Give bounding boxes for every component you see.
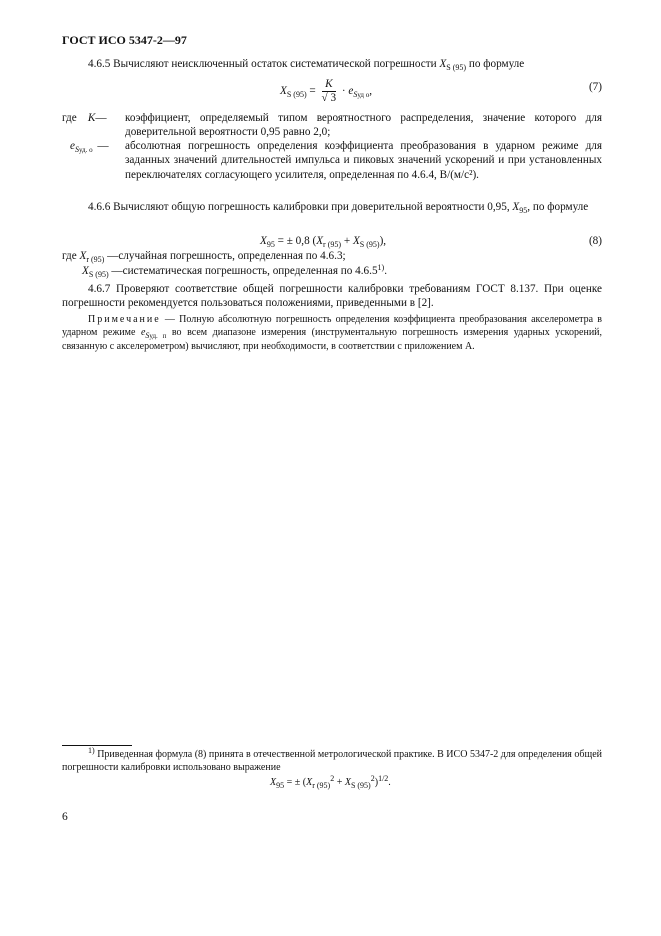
eq7-equals: = bbox=[309, 85, 316, 98]
eq8-x2-sub: S (95) bbox=[359, 240, 380, 249]
eq8-x1-sub: r (95) bbox=[323, 240, 342, 249]
eq8-number: (8) bbox=[588, 235, 602, 247]
fn-mid: = ± ( bbox=[286, 777, 307, 788]
fn-x2-sub: S (95) bbox=[350, 781, 371, 790]
eq7-fraction bbox=[322, 78, 337, 105]
eq8-x2: X bbox=[352, 235, 360, 247]
def-xs-end: . bbox=[384, 265, 388, 277]
eq8-x1: X bbox=[316, 235, 324, 247]
def-k-dash: — bbox=[95, 112, 107, 124]
fn-close: ) bbox=[374, 777, 379, 788]
eq7-lhs-sub: S (95) bbox=[286, 90, 307, 100]
eq7-e-subsub: уд о bbox=[357, 91, 370, 100]
symbol-xs-sub: S (95) bbox=[446, 63, 467, 72]
eq7-e: e bbox=[348, 85, 354, 98]
note-text-2: во всем диапазоне измерения (инструментальную погрешность измерения ударных ускорений, связанную с акселерометром) вычисляют, при необходимости, в соответствии с приложением А. bbox=[62, 327, 603, 352]
note bbox=[62, 313, 602, 353]
footnote-text: Приведенная формула (8) принята в отечественной метрологической практике. В ИСО 5347-2 для определения общей погрешности калибровки использовано выражение bbox=[62, 749, 603, 773]
section-4-6-5 bbox=[62, 57, 602, 71]
def-e-subsub: уд. о bbox=[78, 146, 93, 154]
definition-k bbox=[62, 111, 602, 140]
fn-sq2: 2 bbox=[370, 774, 375, 783]
def-xr-text: —случайная погрешность, определенная по 4.6.3; bbox=[107, 250, 346, 262]
definition-e bbox=[62, 139, 602, 182]
fn-sq1: 2 bbox=[330, 774, 335, 783]
def-xs-text: —систематическая погрешность, определенная по 4.6.5 bbox=[111, 265, 378, 277]
fn-pow: 1/2 bbox=[378, 774, 389, 783]
symbol-xs: X bbox=[439, 58, 447, 70]
def-k-symbol: K bbox=[87, 112, 96, 124]
fn-x2: X bbox=[344, 777, 351, 788]
def-e-dash: — bbox=[97, 140, 109, 152]
def-k-gde: где bbox=[62, 112, 77, 124]
fn-x1-sub: r (95) bbox=[312, 781, 331, 790]
eq8-tail: ), bbox=[379, 235, 387, 247]
section-4-6-5-tail: по формуле bbox=[468, 58, 525, 70]
symbol-x95-sub: 95 bbox=[519, 206, 528, 215]
page-number: 6 bbox=[62, 811, 68, 823]
fn-plus: + bbox=[336, 777, 343, 788]
def-k-text: коэффициент, определяемый типом вероятностного распределения, значение которого для доверительной вероятности 0,95 равно 2,0; bbox=[125, 112, 602, 139]
footnote bbox=[62, 746, 603, 774]
note-label: Примечание bbox=[88, 314, 161, 325]
fn-x1: X bbox=[306, 777, 313, 788]
eq7-number: (7) bbox=[588, 81, 602, 93]
eq7-numerator: K bbox=[322, 78, 337, 92]
def-e-text: абсолютная погрешность определения коэффициента преобразования в ударном режиме для заданных значений длительностей импульса и пиковых значений ускорений и при установленных переключателях согласующего усилителя, определенная по 4.6.4, В/(м/с²). bbox=[125, 140, 602, 181]
footnote-ref: 1) bbox=[377, 263, 385, 272]
definition-xr bbox=[62, 249, 602, 263]
fn-lhs-sub: 95 bbox=[276, 781, 285, 790]
note-text-1: — Полную абсолютную погрешность определения коэффициента преобразования акселерометра в ударном режиме bbox=[62, 314, 603, 339]
fn-end: . bbox=[388, 777, 391, 788]
def-xs-sub: S (95) bbox=[88, 270, 109, 279]
section-4-6-6-text: 4.6.6 Вычисляют общую погрешность калибровки при доверительной вероятности 0,95, bbox=[88, 201, 510, 213]
note-symbol: e bbox=[140, 327, 146, 339]
def-e-symbol: e bbox=[70, 140, 75, 152]
def-xs-symbol: X bbox=[82, 265, 89, 277]
eq7-lhs: X bbox=[280, 85, 287, 98]
footnote-mark: 1) bbox=[88, 746, 95, 755]
page-header: ГОСТ ИСО 5347-2—97 bbox=[62, 33, 187, 47]
note-symbol-subsub: уд. п bbox=[149, 332, 167, 341]
definition-xs bbox=[82, 264, 622, 278]
equation-7 bbox=[62, 78, 602, 108]
def-xr-gde: где bbox=[62, 250, 77, 262]
note-symbol-sub: S bbox=[145, 331, 150, 341]
footnote-separator bbox=[62, 745, 132, 746]
section-4-6-5-text: 4.6.5 Вычисляют неисключенный остаток систематической погрешности bbox=[88, 58, 437, 70]
section-4-6-6 bbox=[62, 200, 602, 214]
eq8-plus: + bbox=[343, 235, 351, 247]
footnote-formula bbox=[270, 774, 391, 790]
symbol-x95: X bbox=[512, 201, 520, 213]
def-xr-sub: r (95) bbox=[86, 255, 105, 264]
eq7-e-sub: S bbox=[353, 90, 358, 100]
section-4-6-6-tail: , по формуле bbox=[527, 201, 589, 213]
eq7-tail: , bbox=[369, 85, 373, 98]
eq7-dot: · bbox=[341, 85, 346, 98]
def-e-sub: S bbox=[74, 145, 79, 154]
section-4-6-7: 4.6.7 Проверяют соответствие общей погрешности калибровки требованиям ГОСТ 8.137. При оценке погрешности рекомендуется пользоваться положениями, приведенными в [2]. bbox=[62, 283, 602, 310]
eq8-lhs: X bbox=[260, 235, 267, 247]
eq7-denominator: √ 3 bbox=[321, 92, 337, 104]
fn-lhs: X bbox=[270, 777, 277, 788]
def-xr-symbol: X bbox=[79, 250, 87, 262]
eq8-lhs-sub: 95 bbox=[266, 240, 275, 249]
eq8-mid: = ± 0,8 ( bbox=[277, 235, 317, 247]
